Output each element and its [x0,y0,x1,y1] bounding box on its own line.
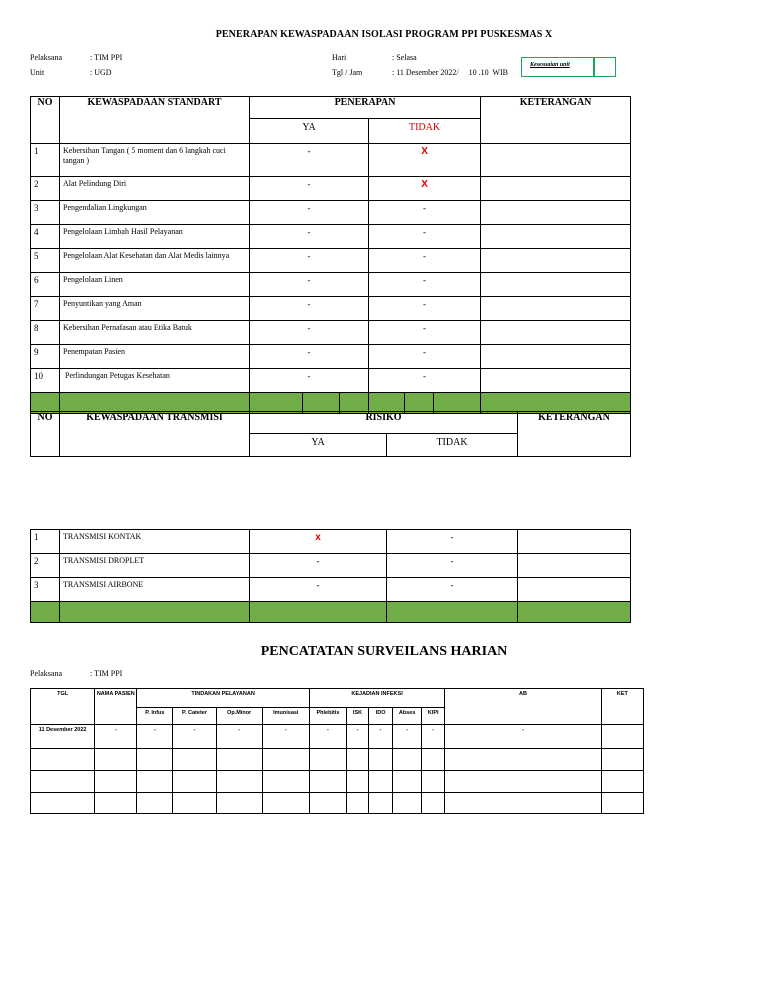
row-label: TRANSMISI DROPLET [60,554,250,578]
surveilans-pelaksana-value: : TIM PPI [90,669,123,678]
ya-value: - [250,144,369,177]
value-cell: - [262,725,309,749]
ya-value: - [250,369,369,393]
subheader-op-minor: Op.Minor [216,708,262,725]
table-row [31,144,631,177]
table-row [31,201,631,225]
col-header-nama: NAMA PASIEN [95,689,137,725]
row-label: Kebersihan Pernafasan atau Etika Batuk [60,321,250,345]
keterangan-cell [481,273,631,297]
tidak-value: - [369,273,481,297]
table-row [31,369,631,393]
tidak-value: - [369,201,481,225]
keterangan-cell [481,297,631,321]
col-header-penerapan: PENERAPAN [250,97,481,119]
keterangan-cell [481,249,631,273]
row-label: Pengelolaan Linen [60,273,250,297]
table-row [31,249,631,273]
hari-value: : Selasa [392,53,417,62]
value-cell: - [309,725,346,749]
subheader-kipi: KIPI [422,708,445,725]
col-header-keterangan: KETERANGAN [518,412,631,457]
tidak-value: - [387,530,518,554]
row-label: Penempatan Pasien [60,345,250,369]
tidak-value: - [369,321,481,345]
col-header-item: KEWASPADAAN STANDART [60,97,250,144]
tidak-value: - [369,249,481,273]
table-row-empty [31,749,644,771]
row-label: Pengelolaan Limbah Hasil Pelayanan [60,225,250,249]
nama-cell: - [95,725,137,749]
subheader-isk: ISK [346,708,368,725]
tgl-cell: 11 Desember 2022 [31,725,95,749]
ya-value: - [250,345,369,369]
row-number: 9 [31,345,60,369]
table-row-empty [31,793,644,814]
transmisi-table [30,529,631,623]
green-footer-row [31,602,631,623]
row-label: Perlindungan Petugas Kesehatan [60,369,250,393]
signature-text: Kesesuaian unit [530,62,570,68]
col-header-item: KEWASPADAAN TRANSMISI [60,412,250,457]
subheader-abses: Abses [393,708,422,725]
row-number: 8 [31,321,60,345]
ya-value: - [250,297,369,321]
ya-value: - [250,201,369,225]
row-label: TRANSMISI AIRBONE [60,578,250,602]
row-number: 2 [31,177,60,201]
standard-table [30,96,631,414]
value-cell: - [369,725,393,749]
ab-cell: - [445,725,602,749]
row-number: 3 [31,201,60,225]
ya-value: x [250,530,387,554]
row-number: 5 [31,249,60,273]
keterangan-cell [481,225,631,249]
subheader-p-infus: P. Infus [137,708,173,725]
row-label: Pengendalian Lingkungan [60,201,250,225]
ket-cell [601,725,643,749]
row-number: 1 [31,530,60,554]
row-label: Pengelolaan Alat Kesehatan dan Alat Medis lainnya [60,249,250,273]
col-header-tidak: TIDAK [369,119,481,144]
value-cell: - [216,725,262,749]
subheader-phlebitis: Phlebitis [309,708,346,725]
value-cell: - [422,725,445,749]
surveilans-pelaksana-label: Pelaksana [30,669,62,678]
ya-value: - [250,578,387,602]
pelaksana-label: Pelaksana [30,53,62,62]
row-number: 7 [31,297,60,321]
signature-box [521,57,595,77]
keterangan-cell [518,530,631,554]
row-number: 2 [31,554,60,578]
tidak-value: - [369,369,481,393]
tidak-value: - [369,297,481,321]
keterangan-cell [481,177,631,201]
keterangan-cell [481,201,631,225]
tidak-value: X [369,177,481,201]
subheader-ido: IDO [369,708,393,725]
tidak-value: - [369,345,481,369]
signature-box-empty [593,57,616,77]
col-header-ya: YA [250,119,369,144]
col-header-no: NO [31,412,60,457]
keterangan-cell [481,345,631,369]
table-row [31,725,644,749]
transmisi-header-table [30,411,631,457]
keterangan-cell [481,144,631,177]
col-header-kejadian: KEJADIAN INFEKSI [309,689,444,708]
unit-value: : UGD [90,68,112,77]
keterangan-cell [518,578,631,602]
col-header-ket: KET [601,689,643,725]
ya-value: - [250,321,369,345]
ya-value: - [250,273,369,297]
col-header-risiko: RISIKO [250,412,518,434]
table-row [31,297,631,321]
value-cell: - [346,725,368,749]
row-number: 3 [31,578,60,602]
table-row [31,177,631,201]
col-header-tgl: TGL [31,689,95,725]
table-row [31,225,631,249]
hari-label: Hari [332,53,347,62]
table-row-empty [31,771,644,793]
value-cell: - [393,725,422,749]
value-cell: - [137,725,173,749]
tidak-value: - [387,578,518,602]
tgl-value: : 11 Desember 2022/ 10 .10 WIB [392,68,508,77]
subheader-p-cateter: P. Cateter [173,708,216,725]
table-row [31,578,631,602]
table-row [31,345,631,369]
page-title: PENERAPAN KEWASPADAAN ISOLASI PROGRAM PPI PUSKESMAS X [215,29,553,40]
unit-label: Unit [30,68,45,77]
keterangan-cell [518,554,631,578]
row-label: Alat Pelindung Diri [60,177,250,201]
keterangan-cell [481,321,631,345]
row-number: 6 [31,273,60,297]
tidak-value: - [387,554,518,578]
pelaksana-value: : TIM PPI [90,53,123,62]
surveilans-title: PENCATATAN SURVEILANS HARIAN [260,644,508,659]
row-number: 4 [31,225,60,249]
col-header-keterangan: KETERANGAN [481,97,631,144]
ya-value: - [250,249,369,273]
col-header-no: NO [31,97,60,144]
surveilans-table [30,688,644,814]
subheader-imunisasi: Imunisasi [262,708,309,725]
tgl-label: Tgl / Jam [332,68,363,77]
tidak-value: - [369,225,481,249]
ya-value: - [250,225,369,249]
keterangan-cell [481,369,631,393]
table-row [31,554,631,578]
row-label: Penyuntikan yang Aman [60,297,250,321]
ya-value: - [250,554,387,578]
col-header-tidak: TIDAK [387,434,518,457]
col-header-ya: YA [250,434,387,457]
table-row [31,273,631,297]
tidak-value: X [369,144,481,177]
table-row [31,321,631,345]
col-header-ab: AB [445,689,602,725]
value-cell: - [173,725,216,749]
row-label: Kebersihan Tangan ( 5 moment dan 6 langkah cuci tangan ) [60,144,250,177]
row-label: TRANSMISI KONTAK [60,530,250,554]
col-header-tindakan: TINDAKAN PELAYANAN [137,689,310,708]
row-number: 1 [31,144,60,177]
ya-value: - [250,177,369,201]
table-row [31,530,631,554]
row-number: 10 [31,369,60,393]
